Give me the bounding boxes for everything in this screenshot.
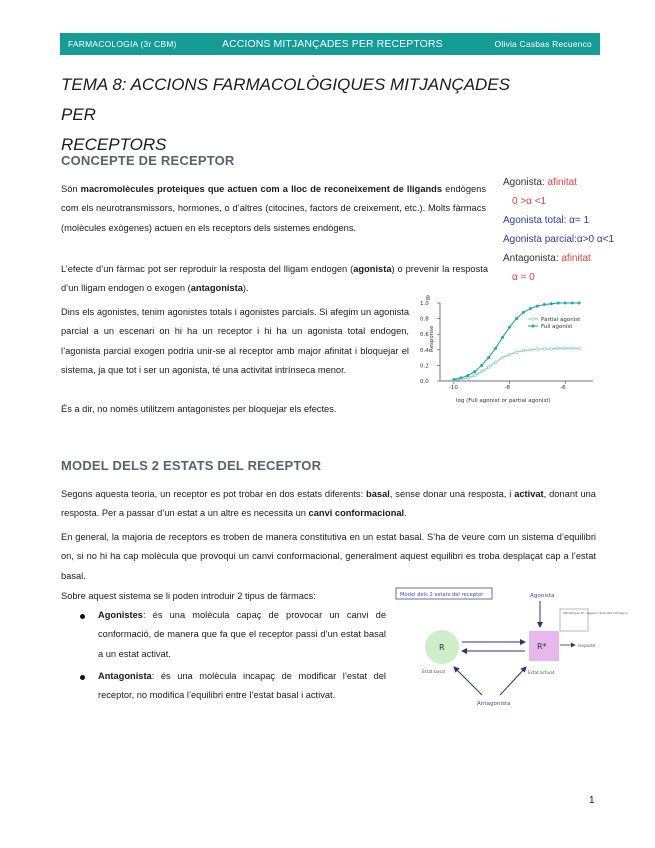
dose-response-chart <box>418 292 600 406</box>
data-point-full <box>529 307 532 310</box>
data-point-full <box>515 317 518 320</box>
x-tick-label: -10 <box>448 385 458 391</box>
annot-value: afinitat <box>547 177 577 188</box>
text: : és una molècula capaç de provocar un canvi de conformació, de manera que fa que el receptor passi d’un estat basal a un estat activat. <box>98 610 386 659</box>
y-tick-label: 1.0 <box>420 301 429 307</box>
data-point-partial <box>494 361 497 364</box>
text: L’efecte d’un fàrmac pot ser reproduir la resposta del lligam endogen ( <box>61 264 354 274</box>
annot-alpha-range: 0 >α <1 <box>512 196 547 207</box>
paragraph-two-states <box>61 485 596 524</box>
antagonist-arrow-left <box>454 667 482 695</box>
text: Segons aquesta teoria, un receptor es pot trobar en dos estats diferents: <box>61 489 367 499</box>
text: : és una molècula incapaç de modificar l’estat del receptor, no modifica l’equilibri entre l’estat basal i activat. <box>98 671 386 701</box>
text-bold: Antagonista <box>98 671 152 681</box>
annotation-agonista <box>503 173 614 287</box>
text: ). <box>242 283 249 294</box>
x-tick-label: -8 <box>504 385 511 391</box>
text: endògens com els neurotransmissors, hormones, o d’altres (citocines, factors de creixement, etc.). Molts fàrmacs (molècules exògenes) actuen en els receptors dels sistemes endògens. <box>61 184 486 233</box>
data-point-full <box>501 336 504 339</box>
list-item-agonistes <box>98 606 386 664</box>
data-point-partial <box>480 370 483 373</box>
data-point-full <box>557 302 560 305</box>
title-line-2: RECEPTORS <box>61 135 167 154</box>
diagram-agonista-label: Agonista <box>530 593 555 599</box>
y-tick-label: 0.2 <box>420 363 429 370</box>
text-bold: agonista <box>353 264 392 274</box>
page-title <box>61 70 541 160</box>
text: . <box>404 508 407 519</box>
section-heading-model: MODEL DELS 2 ESTATS DEL RECEPTOR <box>61 458 322 473</box>
text-bold: Agonistes <box>98 610 143 620</box>
data-point-partial <box>543 348 546 351</box>
annot-label: Antagonista: <box>503 253 562 264</box>
data-point-partial <box>550 348 553 351</box>
header-topic: ACCIONS MITJANÇADES PER RECEPTORS <box>222 38 443 50</box>
data-point-full <box>508 326 511 329</box>
text: Són <box>61 184 81 194</box>
annot-partial: Agonista parcial:α>0 α<1 <box>503 234 615 245</box>
legend-marker-full <box>532 325 535 328</box>
data-point-partial <box>564 347 567 350</box>
x-tick-label: -6 <box>560 385 566 391</box>
list-item-antagonista <box>98 667 386 706</box>
antagonist-arrow-right <box>500 667 526 695</box>
data-point-partial <box>487 366 490 369</box>
text: , sense donar una resposta, i <box>389 489 515 499</box>
diagram-antagonista-label: Antagonista <box>477 701 511 707</box>
annot-value: afinitat <box>561 253 591 264</box>
data-point-full <box>480 364 483 367</box>
data-point-full <box>466 374 469 377</box>
paragraph-summary: És a dir, no només utilitzem antagonistes per bloquejar els efectes. <box>61 404 337 414</box>
annot-alpha-zero: α = 0 <box>512 272 535 283</box>
series-line-full <box>454 303 579 379</box>
data-point-full <box>494 347 497 350</box>
paragraph-definition <box>61 180 486 238</box>
data-point-partial <box>508 353 511 356</box>
bullet-icon <box>80 675 85 680</box>
data-point-partial <box>571 347 574 350</box>
bullet-icon <box>80 614 85 619</box>
text: ) o prevenir la resposta d’un lligam endogen o exogen ( <box>61 264 488 294</box>
response-label: resposta <box>578 643 596 648</box>
text-bold: canvi conformacional <box>308 508 405 519</box>
data-point-full <box>564 302 567 305</box>
data-point-full <box>578 302 581 305</box>
data-point-full <box>543 303 546 306</box>
data-point-full <box>473 370 476 373</box>
data-point-full <box>487 356 490 359</box>
data-point-full <box>571 302 574 305</box>
y-tick-label: 0.6 <box>420 332 429 339</box>
two-state-diagram <box>392 585 628 715</box>
data-point-partial <box>529 349 532 352</box>
state-rstar-label: R* <box>537 642 547 651</box>
legend-label-partial: Partial agonist <box>541 317 581 323</box>
text-bold: antagonista <box>190 283 243 294</box>
title-line-1: TEMA 8: ACCIONS FARMACOLÒGIQUES MITJANÇADES PER <box>61 75 510 124</box>
text-bold: macromolècules proteiques que actuen com a lloc de reconeixement de lligands <box>80 184 443 194</box>
header-author: Olivia Casbas Recuenco <box>494 39 592 49</box>
text-bold: basal <box>366 489 390 499</box>
diagram-note: Afinitat per R*, segons l’activitat intrínseca <box>563 611 628 615</box>
paragraph-drug-types: Sobre aquest sistema se li poden introduir 2 tipus de fàrmacs: <box>61 591 316 601</box>
text-bold: activat <box>514 489 544 499</box>
data-point-partial <box>536 348 539 351</box>
active-state-label: Estat activat <box>528 670 555 675</box>
chart-panel-label: B <box>426 295 431 302</box>
data-point-partial <box>501 356 504 359</box>
legend-marker-partial <box>532 318 535 321</box>
x-axis-label: log (Full agonist or partial agonist) <box>456 398 551 404</box>
y-tick-label: 0.8 <box>420 316 429 323</box>
data-point-full <box>459 376 462 379</box>
basal-state-label: Estat basal <box>422 669 446 674</box>
paragraph-agonists: Dins els agonistes, tenim agonistes totals i agonistes parcials. Si afegim un agonista parcial a un escenari on hi ha un receptor i hi ha un agonista total endogen, l’agonista parcial exogen podria unir-se al receptor amb major afinitat i bloquejar el sistema, ja que tot i ser un agonista, té una activitat intrínseca menor. <box>61 307 409 375</box>
data-point-partial <box>557 347 560 350</box>
y-tick-label: 0.0 <box>420 379 429 385</box>
data-point-partial <box>473 374 476 377</box>
page-number: 1 <box>589 795 595 806</box>
y-tick-label: 0.4 <box>420 347 429 354</box>
annot-total: Agonista total: α= 1 <box>503 215 590 226</box>
header-course: FARMACOLOGIA (3r CBM) <box>68 39 177 49</box>
annot-label: Agonista: <box>503 177 548 188</box>
data-point-full <box>550 302 553 305</box>
state-r-label: R <box>439 643 445 652</box>
data-point-full <box>536 305 539 308</box>
page-header <box>60 33 600 55</box>
y-axis-label: Response <box>429 325 435 352</box>
paragraph-equilibrium: En general, la majoria de receptors es troben de manera constitutiva en un estat basal. S’ha de veure com un sistema d’equilibri on, si no hi ha cap molècula que provoqui un canvi conformacional, generalment aquest equilibri es troba desplaçat cap a l’estat basal. <box>61 532 596 581</box>
diagram-title: Model dels 2 estats del receptor <box>400 592 484 598</box>
text: , donant una resposta. Per a passar d’un estat a un altre es necessita un <box>61 489 596 519</box>
data-point-full <box>452 378 455 381</box>
data-point-partial <box>578 347 581 350</box>
legend-label-full: Full agonist <box>541 324 573 330</box>
data-point-partial <box>522 349 525 352</box>
data-point-full <box>522 311 525 314</box>
data-point-partial <box>515 351 518 354</box>
section-heading-concepte: CONCEPTE DE RECEPTOR <box>61 153 235 168</box>
